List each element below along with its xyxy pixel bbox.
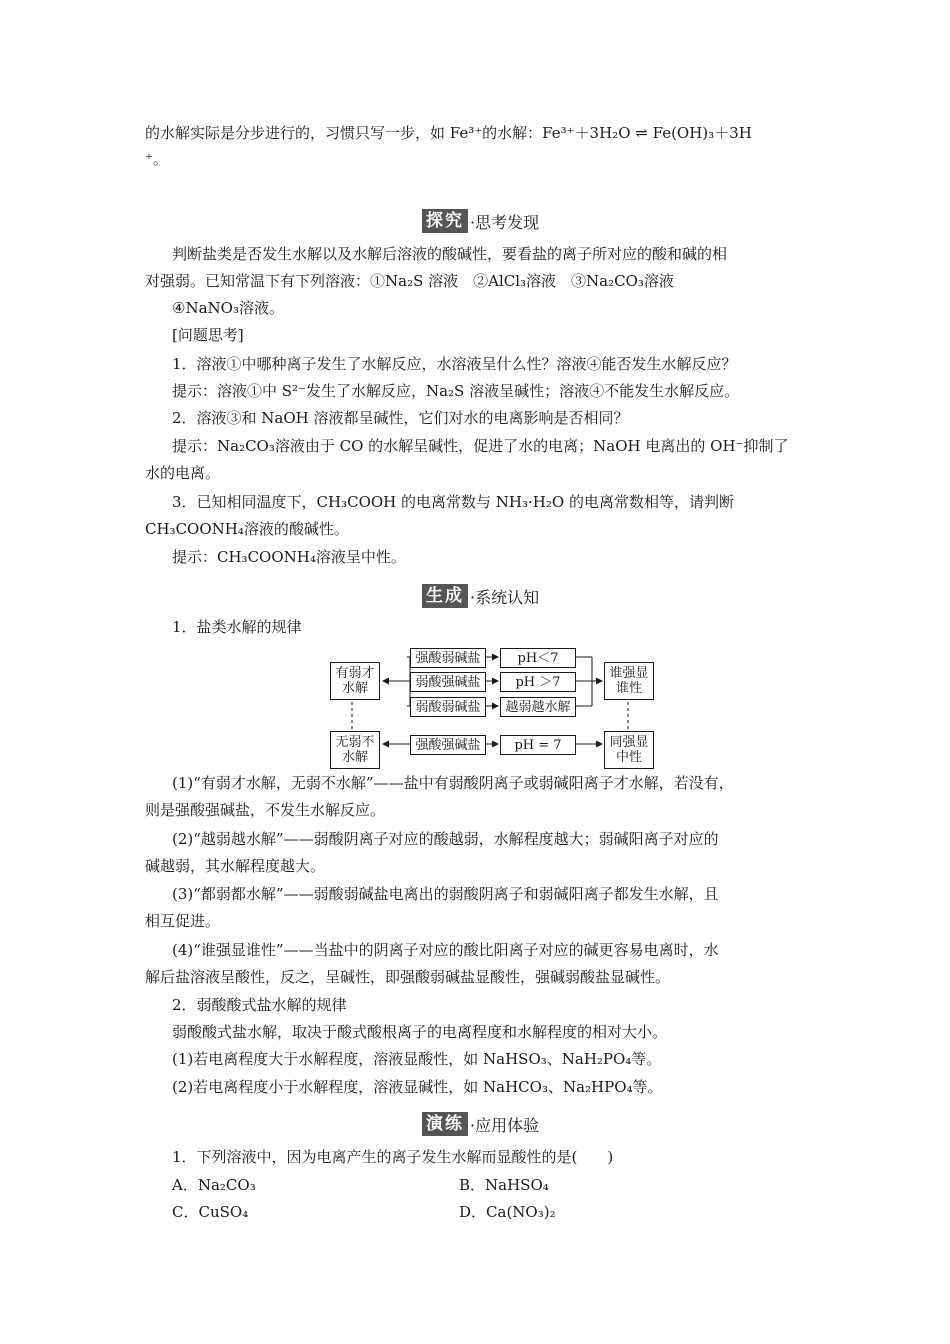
practice-header — [422, 1111, 539, 1137]
box-weak-acid-weak-base: 弱酸弱碱盐 — [410, 697, 486, 717]
option-a: A．Na₂CO₃ — [172, 1176, 256, 1194]
question-3a: 3．已知相同温度下，CH₃COOH 的电离常数与 NH₃·H₂O 的电离常数相等，请判断 — [172, 493, 734, 511]
box-no-weak: 无弱不 水解 — [330, 731, 380, 769]
explore-p1a: 判断盐类是否发生水解以及水解后溶液的酸碱性，要看盐的离子所对应的酸和碱的相 — [172, 245, 728, 263]
intro-line-1: 的水解实际是分步进行的，习惯只写一步，如 Fe³⁺的水解：Fe³⁺＋3H₂O ⇌ Fe(OH)₃＋3H — [145, 124, 752, 142]
rule-1a: (1)“有弱才水解，无弱不水解”——盐中有弱酸阴离子或弱碱阳离子才水解，若没有， — [172, 774, 734, 792]
explore-p1b: 对强弱。已知常温下有下列溶液：①Na₂S 溶液 ②AlCl₃溶液 ③Na₂CO₃溶液 — [145, 272, 674, 290]
option-d: D．Ca(NO₃)₂ — [459, 1203, 556, 1221]
box-strong-acid-strong-base: 强酸强碱盐 — [410, 735, 486, 755]
rule-heading-2: 2．弱酸酸式盐水解的规律 — [172, 996, 347, 1014]
box-has-weak: 有弱才 水解 — [330, 662, 380, 700]
acid-salt-intro: 弱酸酸式盐水解，取决于酸式酸根离子的电离程度和水解程度的相对大小。 — [172, 1023, 668, 1041]
rule-3b: 相互促进。 — [145, 912, 221, 930]
answer-3: 提示：CH₃COONH₄溶液呈中性。 — [172, 548, 406, 566]
box-ph-equal-7: pH = 7 — [500, 735, 576, 755]
box-weak-acid-strong-base: 弱酸强碱盐 — [410, 672, 486, 692]
explore-header — [422, 208, 539, 234]
option-c: C．CuSO₄ — [172, 1203, 249, 1221]
acid-salt-case-1: (1)若电离程度大于水解程度，溶液显酸性，如 NaHSO₃、NaH₂PO₄等。 — [172, 1050, 662, 1068]
box-weaker-more-hydrolysis: 越弱越水解 — [500, 697, 576, 717]
rule-2b: 碱越弱，其水解程度越大。 — [145, 857, 326, 875]
acid-salt-case-2: (2)若电离程度小于水解程度，溶液显碱性，如 NaHCO₃、Na₂HPO₄等。 — [172, 1078, 663, 1096]
answer-1: 提示：溶液①中 S²⁻发生了水解反应，Na₂S 溶液呈碱性；溶液④不能发生水解反应。 — [172, 382, 740, 400]
explore-title: ·思考发现 — [470, 212, 540, 232]
rule-4b: 解后盐溶液呈酸性，反之，呈碱性，即强酸弱碱盐显酸性，强碱弱酸盐显碱性。 — [145, 968, 671, 986]
practice-question-1: 1．下列溶液中，因为电离产生的离子发生水解而显酸性的是( ) — [172, 1148, 614, 1166]
answer-2a: 提示：Na₂CO₃溶液由于 CO 的水解呈碱性，促进了水的电离；NaOH 电离出的 OH⁻抑制了 — [172, 437, 789, 455]
question-heading: [问题思考] — [172, 326, 244, 344]
question-1: 1．溶液①中哪种离子发生了水解反应，水溶液呈什么性？溶液④能否发生水解反应？ — [172, 355, 737, 373]
answer-2b: 水的电离。 — [145, 464, 221, 482]
box-both-strong-neutral: 同强显 中性 — [604, 731, 654, 769]
rule-4a: (4)“谁强显谁性”——当盐中的阴离子对应的酸比阳离子对应的碱更容易电离时，水 — [172, 941, 719, 959]
box-stronger-shows: 谁强显 谁性 — [604, 662, 654, 700]
practice-title: ·应用体验 — [470, 1115, 540, 1135]
question-2: 2．溶液③和 NaOH 溶液都呈碱性，它们对水的电离影响是否相同？ — [172, 409, 629, 427]
option-b: B．NaHSO₄ — [459, 1176, 549, 1194]
generate-title: ·系统认知 — [470, 587, 540, 607]
box-strong-acid-weak-base: 强酸弱碱盐 — [410, 648, 486, 668]
box-ph-greater-7: pH ＞7 — [500, 672, 576, 692]
rule-2a: (2)“越弱越水解”——弱酸阴离子对应的酸越弱，水解程度越大；弱碱阳离子对应的 — [172, 830, 719, 848]
question-3b: CH₃COONH₄溶液的酸碱性。 — [145, 520, 349, 538]
generate-badge: 生成 — [422, 584, 468, 608]
generate-header — [422, 583, 539, 609]
explore-badge: 探究 — [422, 209, 468, 233]
practice-badge: 演练 — [422, 1112, 468, 1136]
box-ph-less-7: pH＜7 — [500, 648, 576, 668]
rule-1b: 则是强酸强碱盐，不发生水解反应。 — [145, 801, 386, 819]
explore-p1c: ④NaNO₃溶液。 — [172, 299, 284, 317]
intro-line-2: ⁺。 — [145, 150, 168, 168]
rule-3a: (3)“都弱都水解”——弱酸弱碱盐电离出的弱酸阴离子和弱碱阳离子都发生水解，且 — [172, 885, 719, 903]
rule-heading-1: 1．盐类水解的规律 — [172, 618, 302, 636]
